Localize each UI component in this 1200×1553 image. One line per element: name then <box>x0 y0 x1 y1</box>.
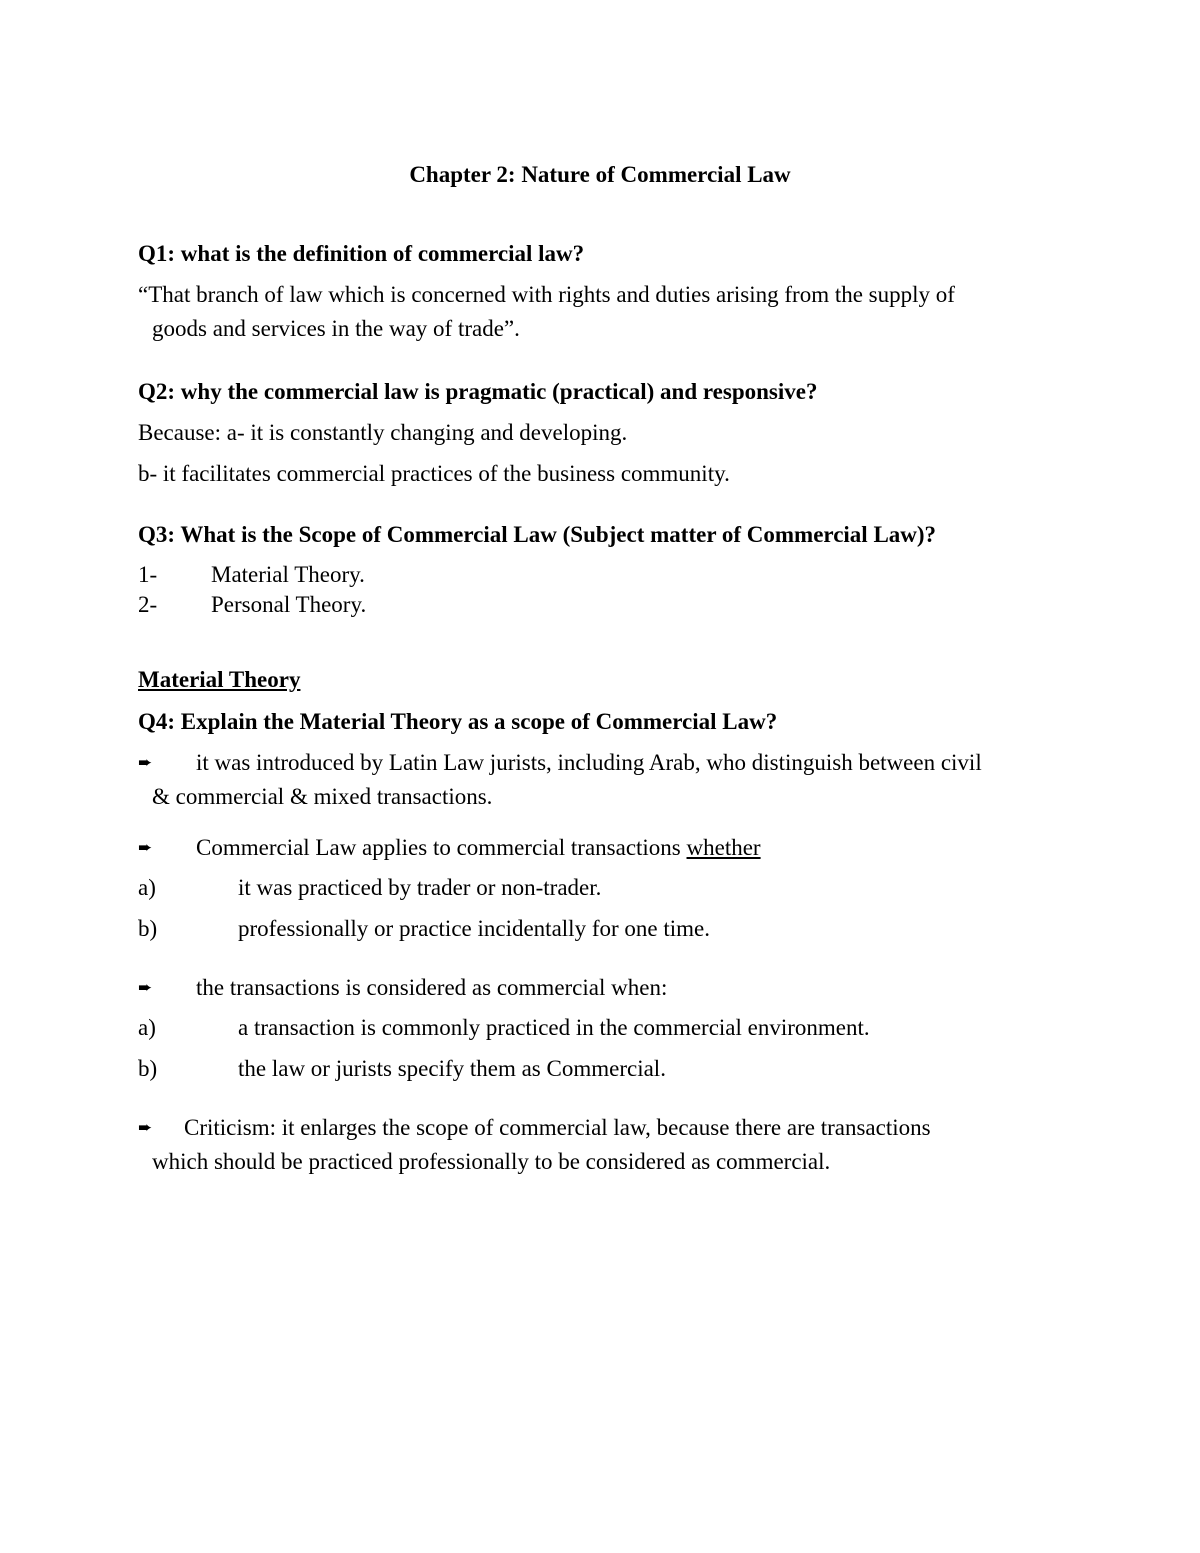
list-item: Material Theory. <box>211 562 365 587</box>
list-item: Personal Theory. <box>211 592 367 617</box>
bullet-1-line1: it was introduced by Latin Law jurists, including Arab, who distinguish between civil <box>196 750 982 775</box>
list-marker: a) <box>138 1015 156 1040</box>
question-q1: Q1: what is the definition of commercial law? <box>138 241 585 266</box>
section-heading: Material Theory <box>138 667 301 692</box>
bullet-arrow-icon: ➨ <box>138 753 153 772</box>
bullet-arrow-icon: ➨ <box>138 978 153 997</box>
question-q3: Q3: What is the Scope of Commercial Law (Subject matter of Commercial Law)? <box>138 522 937 547</box>
page-title: Chapter 2: Nature of Commercial Law <box>409 162 791 187</box>
answer-q1-line2: goods and services in the way of trade”. <box>152 316 520 341</box>
list-item: it was practiced by trader or non-trader. <box>238 875 602 900</box>
bullet-4-line2: which should be practiced professionally to be considered as commercial. <box>152 1149 831 1174</box>
bullet-arrow-icon: ➨ <box>138 1118 153 1137</box>
list-marker: a) <box>138 875 156 900</box>
bullet-2: Commercial Law applies to commercial transactions whether <box>196 835 761 860</box>
list-marker: 2- <box>138 592 158 617</box>
list-item: the law or jurists specify them as Commercial. <box>238 1056 666 1081</box>
answer-q2-a: Because: a- it is constantly changing and developing. <box>138 420 628 445</box>
answer-q2-b: b- it facilitates commercial practices of the business community. <box>138 461 730 486</box>
question-q4: Q4: Explain the Material Theory as a scope of Commercial Law? <box>138 709 778 734</box>
bullet-3: the transactions is considered as commercial when: <box>196 975 668 1000</box>
list-item: professionally or practice incidentally for one time. <box>238 916 710 941</box>
list-marker: b) <box>138 916 158 941</box>
bullet-arrow-icon: ➨ <box>138 838 153 857</box>
bullet-4-line1: Criticism: it enlarges the scope of commercial law, because there are transactions <box>184 1115 931 1140</box>
bullet-1-line2: & commercial & mixed transactions. <box>152 784 493 809</box>
list-item: a transaction is commonly practiced in the commercial environment. <box>238 1015 870 1040</box>
answer-q1-line1: “That branch of law which is concerned with rights and duties arising from the supply of <box>138 282 955 307</box>
question-q2: Q2: why the commercial law is pragmatic (practical) and responsive? <box>138 379 818 404</box>
list-marker: b) <box>138 1056 158 1081</box>
underlined-word: whether <box>686 835 761 860</box>
list-marker: 1- <box>138 562 158 587</box>
